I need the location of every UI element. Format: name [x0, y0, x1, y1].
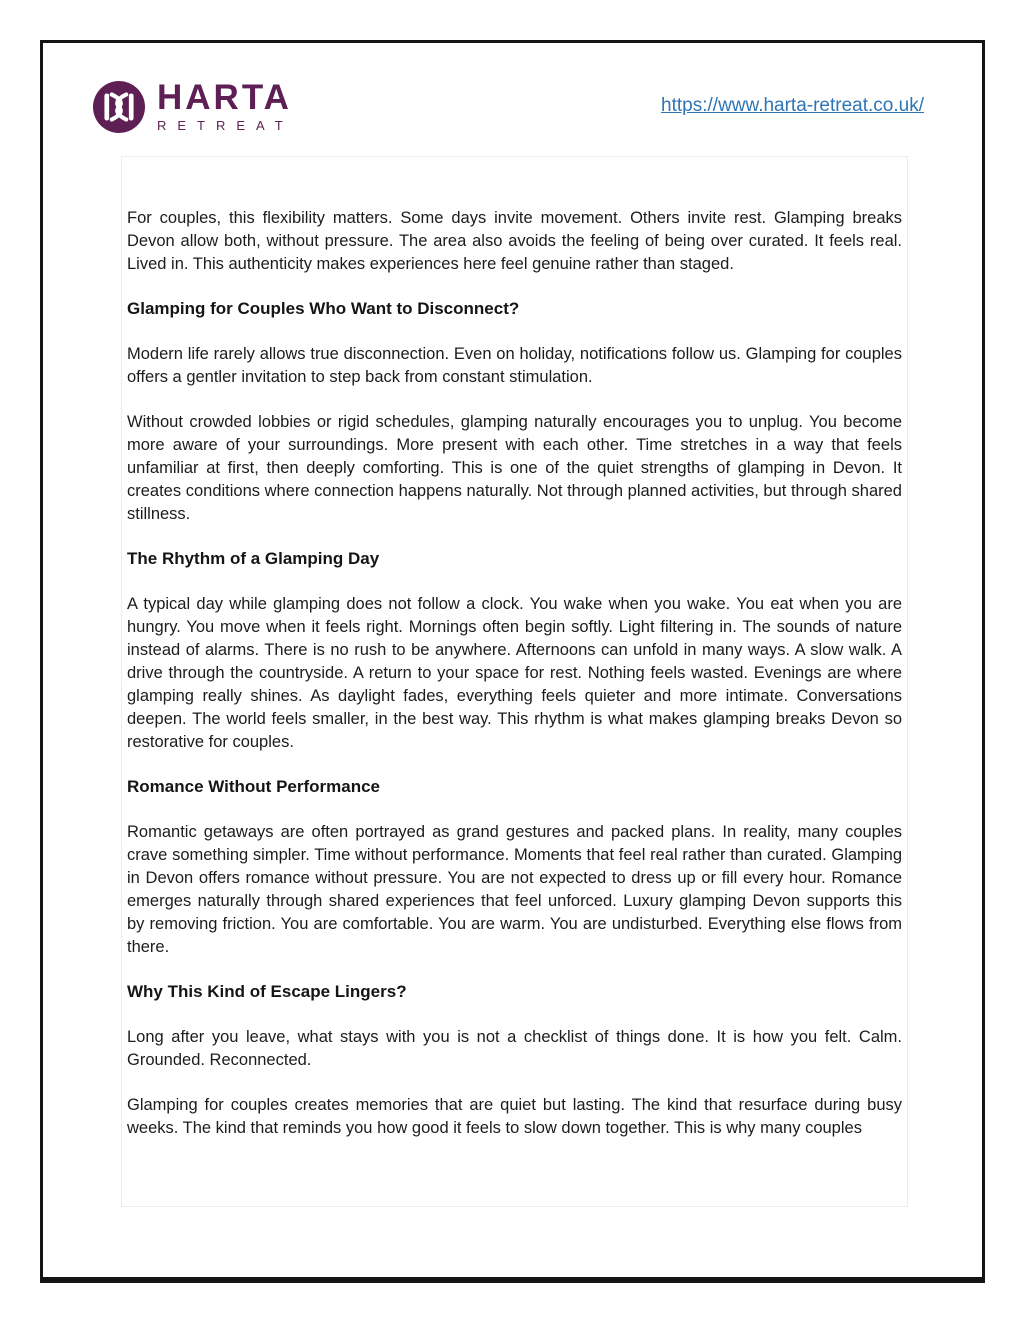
page-border-frame — [40, 40, 985, 1283]
paragraph: For couples, this flexibility matters. Some days invite movement. Others invite rest. Glamping breaks Devon allow both, without pressure. The area also avoids the feeling of being over curated. It feels real. Lived in. This authenticity makes experiences here feel genuine rather than staged. — [127, 209, 902, 273]
paragraph: Without crowded lobbies or rigid schedules, glamping naturally encourages you to unplug. You become more aware of your surroundings. More present with each other. Time stretches in a way that feels unfamiliar at first, then deeply comforting. This is one of the quiet strengths of glamping in Devon. It creates conditions where connection happens naturally. Not through planned activities, but through shared stillness. — [127, 413, 902, 523]
paragraph: Long after you leave, what stays with you is not a checklist of things done. It is how you felt. Calm. Grounded. Reconnected. — [127, 1028, 902, 1069]
site-url-link[interactable]: https://www.harta-retreat.co.uk/ — [661, 95, 924, 116]
page-header — [43, 43, 982, 158]
brand-name: HARTA — [157, 78, 292, 117]
brand-subtitle: RETREAT — [157, 118, 294, 133]
paragraph: Modern life rarely allows true disconnection. Even on holiday, notifications follow us. Glamping for couples offers a gentler invitation to step back from constant stimulation. — [127, 345, 902, 386]
hourglass-logo-icon — [93, 81, 145, 133]
section-heading: The Rhythm of a Glamping Day — [127, 549, 380, 568]
brand-wordmark — [157, 78, 294, 133]
section-heading: Romance Without Performance — [127, 777, 380, 796]
paragraph: Glamping for couples creates memories that are quiet but lasting. The kind that resurface during busy weeks. The kind that reminds you how good it feels to slow down together. This is why many couples — [127, 1096, 902, 1137]
section-heading: Glamping for Couples Who Want to Disconnect? — [127, 299, 520, 318]
article-body — [121, 156, 908, 1207]
paragraph: Romantic getaways are often portrayed as grand gestures and packed plans. In reality, many couples crave something simpler. Time without performance. Moments that feel real rather than curated. Glamping in Devon offers romance without pressure. You are not expected to dress up or fill every hour. Romance emerges naturally through shared experiences that feel unforced. Luxury glamping Devon supports this by removing friction. You are comfortable. You are warm. You are undisturbed. Everything else flows from there. — [127, 823, 902, 956]
paragraph: A typical day while glamping does not follow a clock. You wake when you wake. You eat when you are hungry. You move when it feels right. Mornings often begin softly. Light filtering in. The sounds of nature instead of alarms. There is no rush to be anywhere. Afternoons can unfold in many ways. A slow walk. A drive through the countryside. A return to your space for rest. Nothing feels wasted. Evenings are where glamping really shines. As daylight fades, everything feels quieter and more intimate. Conversations deepen. The world feels smaller, in the best way. This rhythm is what makes glamping breaks Devon so restorative for couples. — [127, 595, 902, 751]
section-heading: Why This Kind of Escape Lingers? — [127, 982, 407, 1001]
brand-logo — [93, 78, 294, 133]
